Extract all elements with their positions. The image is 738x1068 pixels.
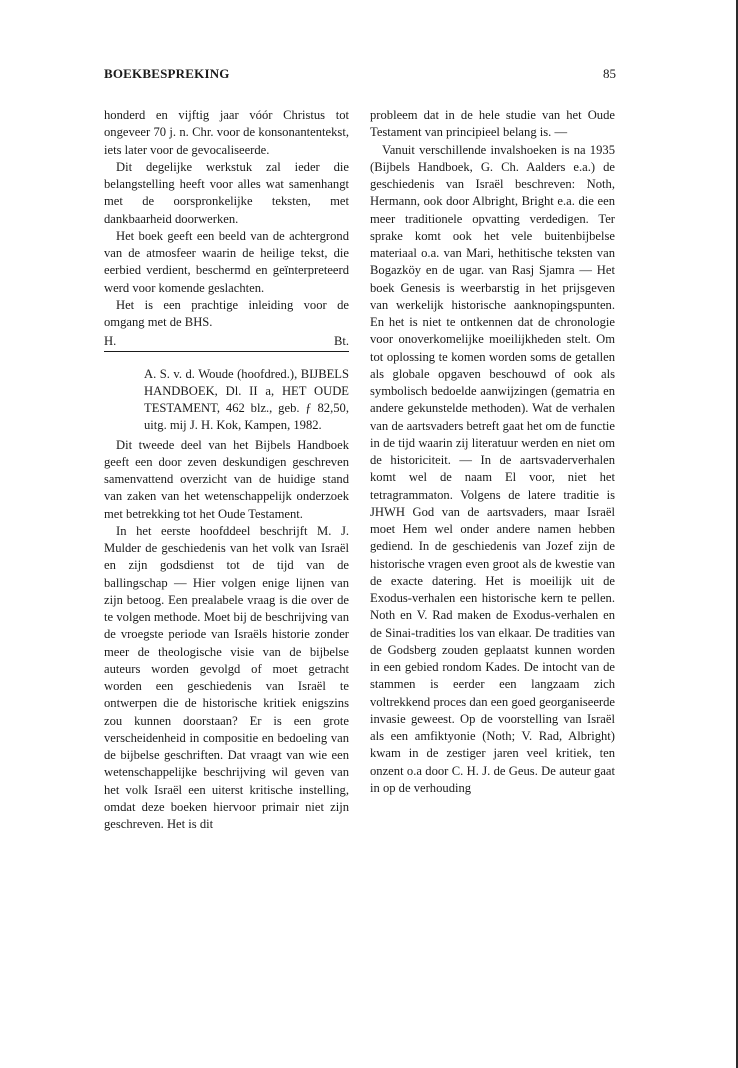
page-number: 85 (603, 66, 616, 81)
running-title: BOEKBESPREKING (104, 66, 230, 81)
paragraph: Vanuit verschillende invalshoeken is na 1935 (Bijbels Handboek, G. Ch. Aalders e.a.) de geschiedenis van Israël beschreven: Noth, Hermann, ook door Albright, Bright e.a. die een meer traditionele opvatting verdedigen. Ter sprake komt ook het vele buitenbijbelse materiaal o.a. van Mari, hethitische teksten van Bogazköy en de ugar. van Rasj Sjamra — Het boek Genesis is weerbarstig in het prijsgeven van werkelijk historische aanknopingspunten. En het is niet te ontkennen dat de chronologie voor onoverkomelijke moeilijkheden stelt. Om tot oplossing te komen worden soms de getallen als globale opgaven beschouwd of ook als symbolisch bedoelde aanwijzingen (gematria en andere gekunstelde methoden). Wat de verhalen van de aartsvaders betreft gaat het om de functie in de tijd waarin zij literatuur werden en niet om de historiciteit. — In de aartsvaderverhalen komt wel de naam El voor, niet het tetragrammaton. Volgens de latere traditie is JHWH God van de aartsvaders, maar Israël moet Hem wel onder andere namen hebben gediend. In de geschiedenis van Jozef zijn de historische vragen even groot als de kwestie van de exacte datering. Het is moeilijk uit de Exodus-verhalen een historische kern te pellen. Noth en V. Rad maken de Exodus-verhalen en de Sinai-tradities los van elkaar. De tradities van de Godsberg zouden geplaatst kunnen worden in een gebied rondom Kades. De intocht van de stammen is eerder een langzaam zich voltrekkend proces dan een goed georganiseerde invasie geweest. Op de voorstelling van Israël als een amfiktyonie (Noth; V. Rad, Albright) kwam in de zestiger jaren veel kritiek, ten onzent o.a door C. H. J. de Geus. De auteur gaat in op de verhouding (370, 142, 615, 795)
paragraph: Dit tweede deel van het Bijbels Handboek geeft een door zeven deskundigen geschreven samenvattend overzicht van de huidige stand van zaken van het wetenschappelijk onderzoek met betrekking tot het Oude Testament. (104, 437, 349, 521)
signature-initial: H. (104, 334, 117, 349)
bibliography-text: A. S. v. d. Woude (hoofdred.), BIJBELS HANDBOEK, Dl. II a, HET OUDE TESTAMENT, 462 blz., geb. ƒ 82,50, uitg. mij J. H. Kok, Kampen, 1982. (144, 366, 349, 433)
review-signature (104, 333, 349, 350)
paragraph: Het boek geeft een beeld van de achtergrond van de atmosfeer waarin de heilige tekst, die eerbied verdient, beschermd en geïnterpreteerd werd voor komende geslachten. (104, 228, 349, 295)
paragraph: Dit degelijke werkstuk zal ieder die belangstelling heeft voor alles wat samenhangt met de oorspronkelijke teksten, met dankbaarheid doorwerken. (104, 159, 349, 226)
paragraph: In het eerste hoofddeel beschrijft M. J. Mulder de geschiedenis van het volk van Israël en zijn godsdienst tot de tijd van de ballingschap — Hier volgen enige lijnen van zijn betoog. Een prealabele vraag is die over de te volgen methode. Moet bij de beschrijving van de vroegste periode van Israëls historie zonder meer de theologische visie van de bijbelse auteurs worden gevolgd of moet getracht worden een geschiedenis van Israël te ontwerpen die de historische kritiek enigszins zou kunnen doorstaan? Er is een grote verscheidenheid in compositie en bedoeling van de bijbelse geschriften. Dat vraagt van wie een wetenschappelijke beschrijving wil geven van het volk Israël een uiterst kritische instelling, omdat deze boeken hiervoor primair niet zijn geschreven. Het is dit (104, 523, 349, 831)
paragraph: probleem dat in de hele studie van het Oude Testament van principieel belang is. — (370, 108, 615, 140)
paragraph: Het is een prachtige inleiding voor de omgang met de BHS. (104, 297, 349, 329)
bibliography-entry (104, 366, 349, 435)
signature-initials: Bt. (333, 334, 349, 349)
right-column (370, 107, 615, 797)
paragraph: honderd en vijftig jaar vóór Christus tot ongeveer 70 j. n. Chr. voor de konsonantentekst, iets later voor de gevocaliseerde. (104, 108, 349, 157)
divider (104, 351, 349, 352)
left-column (104, 107, 349, 833)
page-header (104, 66, 616, 84)
